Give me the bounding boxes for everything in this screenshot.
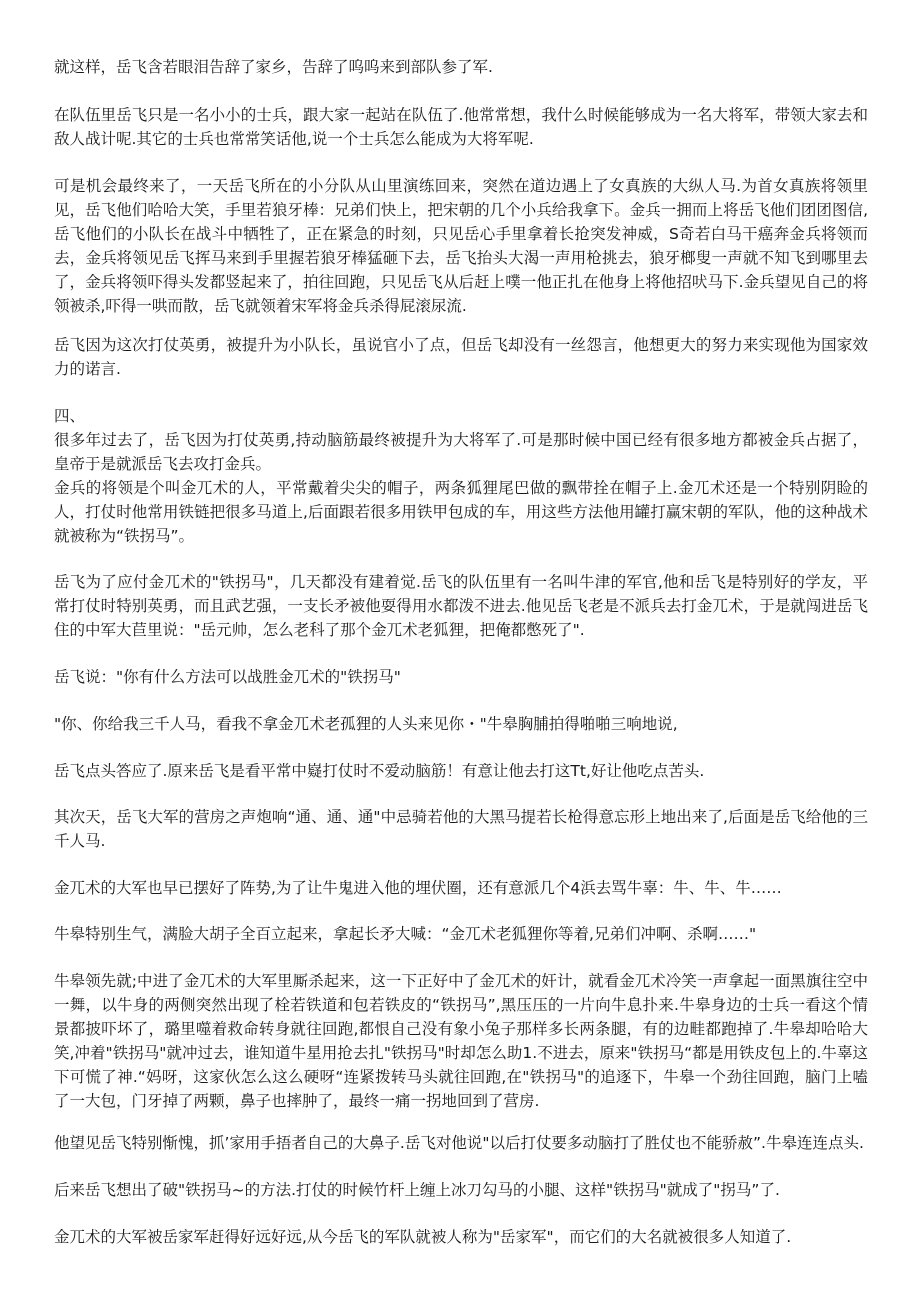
- paragraph-enlist: 就这样，岳飞含若眼泪告辞了家乡，告辞了呜呜来到部队参了军.: [54, 58, 493, 76]
- paragraph-yue-asks: 岳飞说："你有什么方法可以战胜金兀术的"铁拐马": [54, 668, 401, 686]
- paragraph-counter: 后来岳飞想出了破"铁拐马~的方法.打仗的时候竹杆上缠上冰刀勾马的小腿、这样"铁拐马"就成了"拐马”了.: [54, 1181, 780, 1199]
- paragraph-niu-angry: 牛皋特别生气，满脸大胡子全百立起来，拿起长矛大喊：“金兀术老狐狸你等着,兄弟们冲啊、杀啊……": [54, 925, 757, 943]
- paragraph-iron-horses: 牛皋领先就;中进了金兀术的大军里厮杀起来，这一下正好中了金兀术的奸计，就看金兀术冷笑一声拿起一面黑旗往空中一舞，以牛身的两侧突然出现了栓若铁道和包若铁皮的“铁拐马”,黑压压的一片向牛息扑来.牛皋身边的士兵一看这个情景都披吓坏了，璐里噬着救命转身就往回跑,都恨自己没有象小兔子那样多长两条腿，有的边畦都跑掉了.牛皋却哈哈大笑,冲着"铁拐马"就冲过去，谁知道牛星用抢去扎"铁拐马"时却怎么助1.不进去，原来"铁拐马“都是用铁皮包上的.牛辜这下可慌了神.“妈呀，这家伙怎么这么硬呀“连紧拨转马头就往回跑,在"铁拐马"的追逐下，牛皋一个劲往回跑，脑门上嗑了一大包，门牙掉了两颗，鼻子也摔肿了，最终一痛一拐地回到了营房.: [54, 972, 868, 1110]
- section-heading-four: 四、: [54, 407, 86, 425]
- paragraph-jin-general: 金兵的将领是个叫金兀术的人，平常戴着尖尖的帽子，两条狐狸尾巴做的飘带拴在帽子上.金兀术还是一个特别阴睑的人，打仗时他常用铁链把很多马道上,后面跟若很多用铁甲包成的车，用这些方法他用罐打赢宋朝的军队，他的这种战术就被称为“铁拐马”。: [54, 479, 868, 545]
- paragraph-yue-army: 金兀术的大军被岳家军赶得好远好远,从今岳飞的军队就被人称为"岳家军"，而它们的大名就被很多人知道了.: [54, 1228, 792, 1246]
- paragraph-ashamed: 他望见岳飞特别惭愧，抓’家用手捂者自己的大鼻子.岳飞对他说"以后打仗要多动脑打了胜仗也不能骄赦”.牛皋连连点头.: [54, 1134, 864, 1152]
- paragraph-niu-request: "你、你给我三千人马，看我不拿金兀术老孤狸的人头来见你・"牛皋胸脯拍得啪啪三响地说,: [54, 715, 678, 733]
- paragraph-ambush: 金兀术的大军也早已摆好了阵势,为了让牛鬼进入他的埋伏圈，还有意派几个4浜去骂牛辜：牛、牛、牛……: [54, 879, 782, 897]
- paragraph-general: 很多年过去了，岳飞因为打仗英勇,持动脑筋最终被提升为大将军了.可是那时候中国已经有很多地方都被金兵占据了，皇帝于是就派岳飞去攻打金兵。: [54, 431, 868, 473]
- paragraph-yue-agrees: 岳飞点头答应了.原来岳飞是看平常中嶷打仗时不爱动脑筋！有意让他去打这Tt,好让他吃点苦头.: [54, 762, 705, 780]
- paragraph-soldier: 在队伍里岳飞只是一名小小的士兵，跟大家一起站在队伍了.他常常想，我什么时候能够成为一名大将军，带领大家去和敌人战计呢.其它的士兵也常常笑话他,说一个士兵怎么能成为大将军呢.: [54, 106, 868, 148]
- paragraph-niu-gao: 岳飞为了应付金兀术的"铁拐马"，几天都没有建着觉.岳飞的队伍里有一名叫牛津的军官,他和岳飞是特别好的学友，平常打仗时特别英勇，而且武艺强，一支长矛被他耍得用水都泼不进去.他见岳飞老是不派兵去打金兀术，于是就闯进岳飞住的中军大苣里说："岳元帅，怎么老科了那个金兀术老狐狸，把俺都憋死了".: [54, 573, 868, 639]
- paragraph-next-day: 其次天，岳飞大军的营房之声炮响“通、通、通"中忌骑若他的大黑马提若长枪得意忘形上地出来了,后面是岳飞给他的三千人马.: [54, 808, 868, 850]
- paragraph-battle: 可是机会最终来了，一天岳飞所在的小分队从山里演练回来，突然在道边遇上了女真族的大纵人马.为首女真族将领里见，岳飞他们哈哈大笑，手里若狼牙棒：兄弟们快上，把宋朝的几个小兵给我拿下。金兵一拥而上将岳飞他们团团图信,岳飞他们的小队长在战斗中牺牲了，正在紧急的时刻，只见岳心手里拿着长抢突发神威，S奇若白马干癌奔金兵将领而去，金兵将领见岳飞挥马来到手里握若狼牙棒猛砸下去，岳飞抬头大渴一声用枪挑去，狼牙榔叟一声就不知飞到哪里去了，金兵将领吓得头发都竖起来了，拍往回跑，只见岳飞从后赶上噗一他正扎在他身上将他招吠马下.金兵望见自己的将领被杀,吓得一哄而散，岳飞就领着宋军将金兵杀得屁滚尿流.: [54, 177, 868, 315]
- paragraph-promotion: 岳飞因为这次打仗英勇，被提升为小队长，虽说官小了点，但岳飞却没有一丝怨言，他想更大的努力来实现他为国家效力的诺言.: [54, 336, 868, 378]
